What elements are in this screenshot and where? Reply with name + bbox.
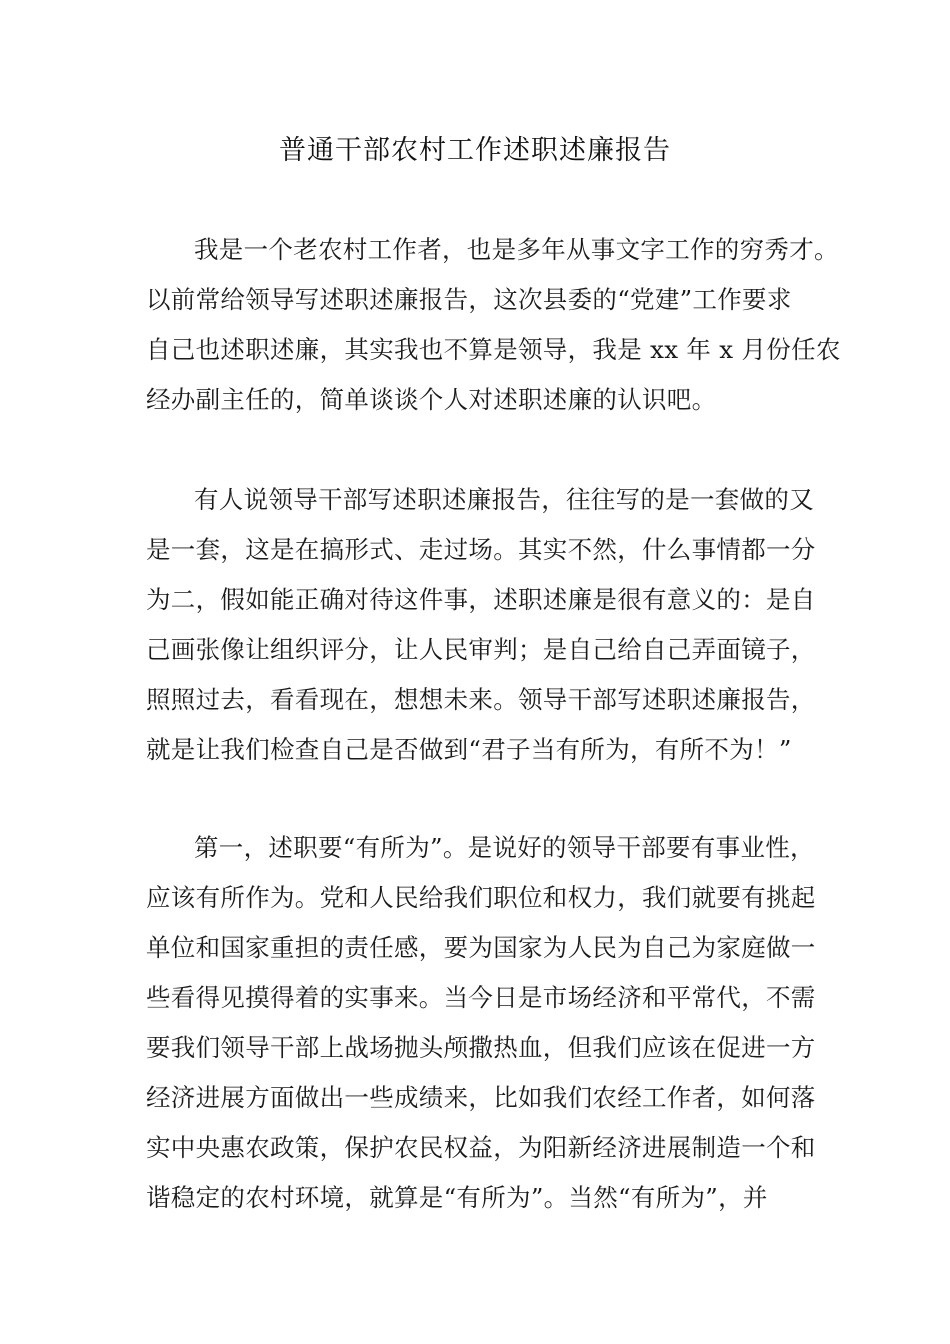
paragraph-line: 经办副主任的，简单谈谈个人对述职述廉的认识吧。 xyxy=(146,385,717,414)
paragraph-line: 己画张像让组织评分，让人民审判；是自己给自己弄面镜子， xyxy=(146,635,816,664)
paragraph-line: 照照过去，看看现在，想想未来。领导干部写述职述廉报告， xyxy=(146,685,816,714)
paragraph-line: 是一套，这是在搞形式、走过场。其实不然，什么事情都一分 xyxy=(146,535,816,564)
paragraph-line: 自己也述职述廉，其实我也不算是领导，我是 xx 年 x 月份任农 xyxy=(146,335,841,364)
paragraph-line: 应该有所作为。党和人民给我们职位和权力，我们就要有挑起 xyxy=(146,883,816,912)
paragraph-line: 我是一个老农村工作者，也是多年从事文字工作的穷秀才。 xyxy=(194,235,839,264)
paragraph-2 xyxy=(146,475,828,775)
paragraph-3 xyxy=(146,823,828,1223)
paragraph-line: 经济进展方面做出一些成绩来，比如我们农经工作者，如何落 xyxy=(146,1083,816,1112)
document-title: 普通干部农村工作述职述廉报告 xyxy=(279,135,671,166)
paragraph-line: 第一，述职要“有所为”。是说好的领导干部要有事业性， xyxy=(194,833,815,862)
paragraph-line: 实中央惠农政策，保护农民权益，为阳新经济进展制造一个和 xyxy=(146,1133,816,1162)
paragraph-line: 就是让我们检查自己是否做到“君子当有所为，有所不为！” xyxy=(146,735,792,764)
paragraph-line: 谐稳定的农村环境，就算是“有所为”。当然“有所为”，并 xyxy=(146,1183,768,1212)
paragraph-line: 单位和国家重担的责任感，要为国家为人民为自己为家庭做一 xyxy=(146,933,816,962)
paragraph-line: 要我们领导干部上战场抛头颅撒热血，但我们应该在促进一方 xyxy=(146,1033,816,1062)
paragraph-1 xyxy=(146,225,841,425)
paragraph-line: 以前常给领导写述职述廉报告，这次县委的“党建”工作要求 xyxy=(146,285,792,314)
paragraph-line: 有人说领导干部写述职述廉报告，往往写的是一套做的又 xyxy=(194,485,814,514)
paragraph-line: 为二，假如能正确对待这件事，述职述廉是很有意义的：是自 xyxy=(146,585,816,614)
paragraph-line: 些看得见摸得着的实事来。当今日是市场经济和平常代，不需 xyxy=(146,983,816,1012)
